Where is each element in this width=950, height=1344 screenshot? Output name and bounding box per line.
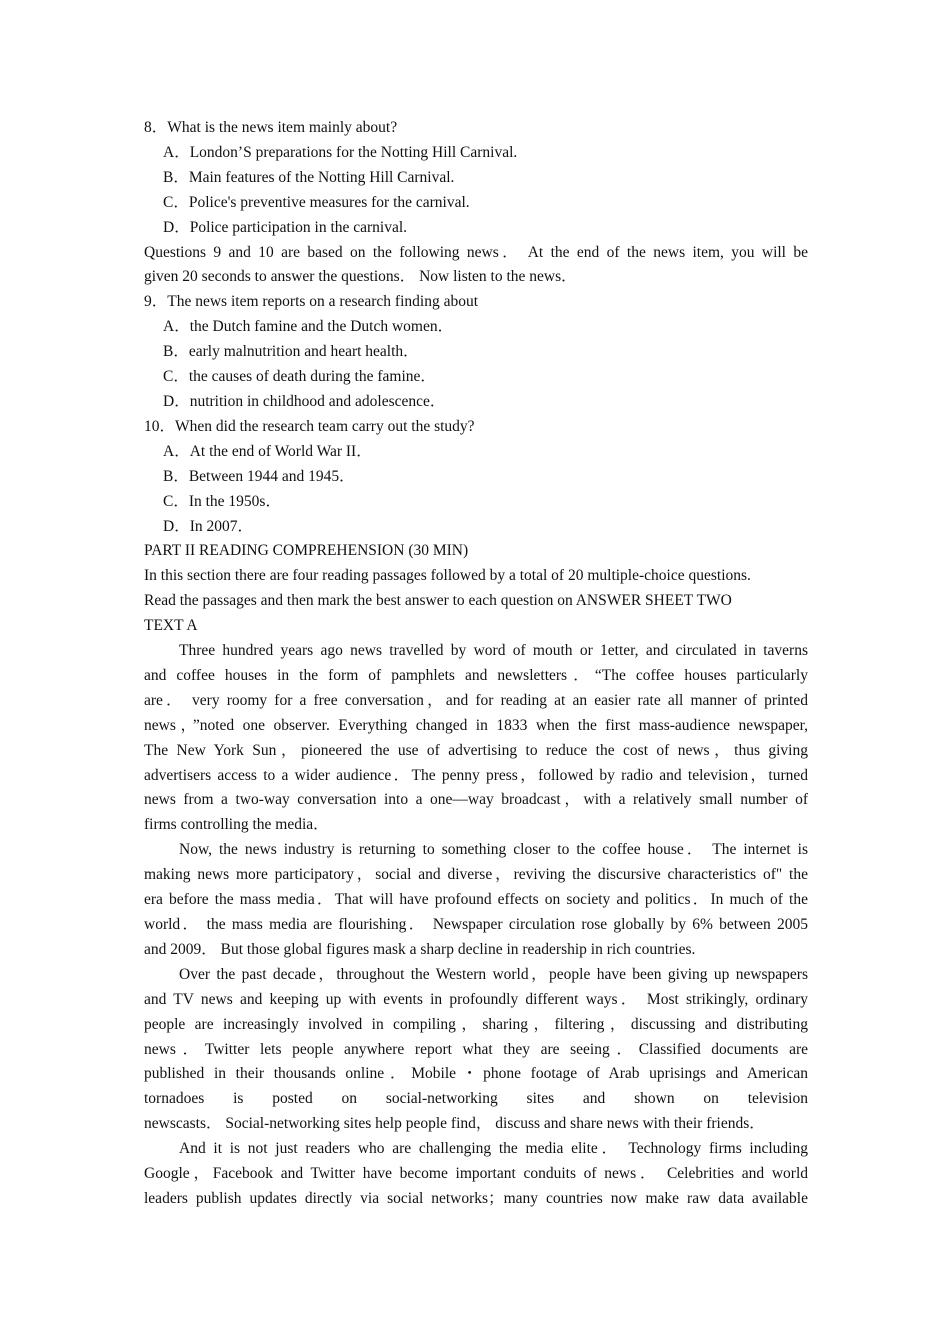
passage-line: news．Twitter lets people anywhere report what they are seeing．Classified documents are — [144, 1040, 808, 1058]
passage-line: news，”noted one observer. Everything changed in 1833 when the first mass-audience newspaper, — [144, 716, 808, 734]
question-8-option-c: C．Police's preventive measures for the carnival. — [163, 193, 470, 211]
passage-paragraph-1 — [144, 639, 808, 838]
passage-line: Google，Facebook and Twitter have become important conduits of news． Celebrities and world — [144, 1165, 808, 1183]
passage-line: people are increasingly involved in compiling，sharing，filtering，discussing and distributing — [144, 1015, 808, 1033]
question-10-option-b: B．Between 1944 and 1945． — [163, 467, 355, 485]
passage-line: leaders publish updates directly via social networks；many countries now make raw data available — [144, 1189, 808, 1207]
questions-9-10-instructions — [144, 241, 808, 291]
question-10-option-a: A．At the end of World War II． — [163, 442, 372, 460]
passage-line: world． the mass media are flourishing． Newspaper circulation rose globally by 6% between 2005 — [144, 916, 808, 933]
question-9-stem: 9．The news item reports on a research finding about — [144, 293, 479, 311]
passage-line: firms controlling the media． — [144, 816, 329, 834]
question-10-option-d: D．In 2007． — [163, 517, 253, 535]
passage-line: tornadoes is posted on social-networking sites and shown on television — [144, 1090, 808, 1108]
question-8-stem: 8．What is the news item mainly about? — [144, 119, 398, 136]
passage-line: are． very roomy for a free conversation，and for reading at an easier rate all manner of printed — [144, 691, 808, 709]
passage-line: era before the mass media．That will have profound effects on society and politics．In much of the — [144, 891, 808, 909]
passage-paragraph-2 — [144, 838, 808, 963]
passage-line: And it is not just readers who are challenging the media elite． Technology firms including — [179, 1140, 808, 1158]
passage-line: Now, the news industry is returning to something closer to the coffee house． The internet is — [179, 841, 808, 859]
question-10-stem: 10．When did the research team carry out the study? — [144, 417, 475, 435]
passage-paragraph-4 — [144, 1137, 808, 1212]
instructions-line: given 20 seconds to answer the questions． Now listen to the news． — [144, 268, 577, 286]
passage-line: and coffee houses in the form of pamphlets and newsletters．“The coffee houses particularly — [144, 666, 808, 684]
instructions-line: Questions 9 and 10 are based on the following news． At the end of the news item, you will be — [144, 243, 808, 261]
passage-line: newscasts． Social-networking sites help people find， discuss and share news with their friends． — [144, 1115, 765, 1133]
question-8-option-d: D．Police participation in the carnival. — [163, 218, 408, 236]
part-2-heading: PART II READING COMPREHENSION (30 MIN) — [144, 542, 469, 560]
passage-line: advertisers access to a wider audience．The penny press，followed by radio and television，turned — [144, 766, 808, 784]
question-9-option-d: D．nutrition in childhood and adolescence． — [163, 392, 446, 410]
passage-line: making news more participatory，social and diverse，reviving the discursive characteristics of" the — [144, 866, 808, 884]
passage-line: published in their thousands online．Mobile・phone footage of Arab uprisings and American — [144, 1065, 808, 1083]
passage-line: The New York Sun，pioneered the use of advertising to reduce the cost of news，thus giving — [144, 741, 808, 759]
question-8-option-b: B．Main features of the Notting Hill Carnival. — [163, 168, 455, 186]
passage-line: Over the past decade，throughout the Western world，people have been giving up newspapers — [179, 965, 808, 983]
passage-line: and 2009． But those global figures mask a sharp decline in readership in rich countries. — [144, 940, 696, 958]
question-10-option-c: C．In the 1950s． — [163, 492, 281, 510]
passage-paragraph-3 — [144, 963, 808, 1137]
passage-line: and TV news and keeping up with events in profoundly different ways． Most strikingly, ordinary — [144, 990, 808, 1008]
passage-line: news from a two-way conversation into a one—way broadcast，with a relatively small number of — [144, 791, 808, 809]
part-2-instructions-line: In this section there are four reading passages followed by a total of 20 multiple-choice questions. — [144, 567, 751, 585]
question-9-option-b: B．early malnutrition and heart health． — [163, 343, 419, 361]
part-2-instructions-line: Read the passages and then mark the best answer to each question on ANSWER SHEET TWO — [144, 592, 732, 610]
question-8-option-a: A．London’S preparations for the Notting Hill Carnival. — [163, 143, 518, 161]
document-page — [144, 116, 808, 1212]
passage-line: Three hundred years ago news travelled by word of mouth or 1etter, and circulated in taverns — [179, 642, 808, 660]
question-9-option-c: C．the causes of death during the famine． — [163, 368, 436, 386]
question-9-option-a: A．the Dutch famine and the Dutch women． — [163, 318, 454, 336]
text-a-label: TEXT A — [144, 617, 198, 635]
